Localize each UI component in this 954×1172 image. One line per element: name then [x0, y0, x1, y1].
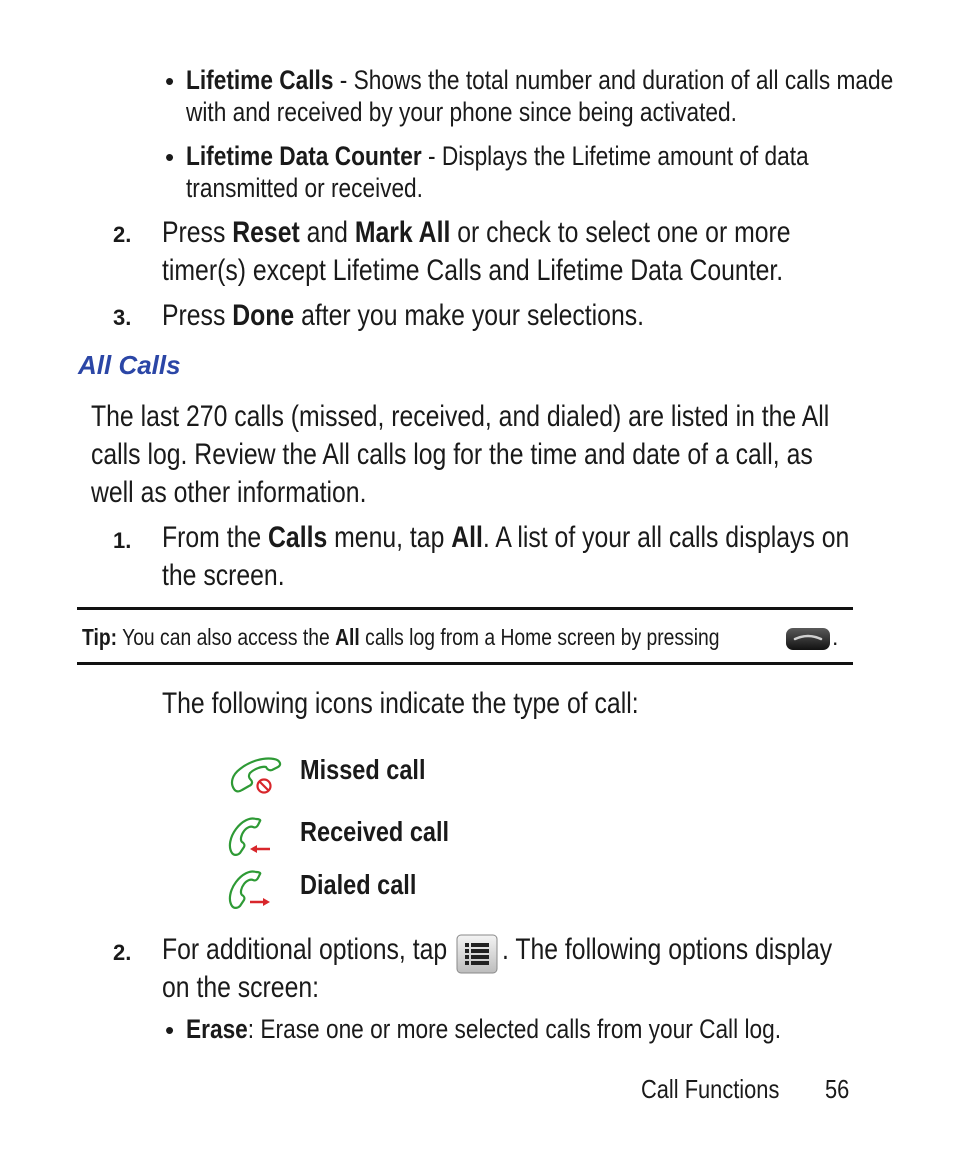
bullet-text: Erase: Erase one or more selected calls from your Call log.	[186, 1014, 782, 1044]
tip-bottom-rule	[77, 662, 853, 665]
bullet-text-continued: with and received by your phone since being activated.	[186, 97, 737, 127]
missed-call-label: Missed call	[300, 754, 426, 785]
page-number: 56	[825, 1074, 850, 1104]
paragraph-line: well as other information.	[91, 476, 367, 509]
footer-section: Call Functions	[641, 1074, 780, 1104]
step-2b-text-part2: . The following options display	[502, 933, 833, 966]
step-2b-text-part1: For additional options, tap	[162, 933, 448, 966]
step-2-text-line2: timer(s) except Lifetime Calls and Lifetime Data Counter.	[162, 254, 784, 287]
bullet-marker: •	[165, 142, 175, 172]
dialed-call-label: Dialed call	[300, 869, 417, 900]
received-call-label: Received call	[300, 816, 450, 847]
bullet-text: Lifetime Data Counter - Displays the Lifetime amount of data	[186, 141, 809, 171]
tip-period: .	[832, 624, 839, 650]
menu-icon	[456, 934, 498, 974]
icons-intro: The following icons indicate the type of call:	[162, 687, 639, 720]
paragraph-line: The last 270 calls (missed, received, and dialed) are listed in the All	[91, 400, 830, 433]
bullet-text-continued: transmitted or received.	[186, 173, 423, 203]
dialed-call-icon	[228, 868, 274, 910]
step-number: 2.	[113, 940, 132, 965]
step-number: 2.	[113, 222, 132, 247]
step-3-text: Press Done after you make your selections.	[162, 299, 645, 332]
section-heading: All Calls	[78, 350, 181, 380]
step-2-text: Press Reset and Mark All or check to select one or more	[162, 216, 791, 249]
missed-call-icon	[228, 753, 286, 797]
step-1-text-line2: the screen.	[162, 559, 285, 592]
tip-label: Tip:	[82, 624, 118, 650]
step-number: 3.	[113, 305, 132, 330]
step-2b-text-line2: on the screen:	[162, 971, 320, 1004]
bullet-text: Lifetime Calls - Shows the total number and duration of all calls made	[186, 65, 894, 95]
bullet-marker: •	[165, 1015, 175, 1045]
tip-top-rule	[77, 607, 853, 610]
bullet-marker: •	[165, 66, 175, 96]
section-paragraph	[91, 398, 954, 512]
step-1-text: From the Calls menu, tap All. A list of your all calls displays on	[162, 521, 850, 554]
end-key-icon	[785, 627, 831, 651]
received-call-icon	[228, 815, 274, 857]
step-number: 1.	[113, 528, 132, 553]
tip-text: Tip: You can also access the All calls log from a Home screen by pressing	[82, 624, 720, 650]
paragraph-line: calls log. Review the All calls log for the time and date of a call, as	[91, 438, 813, 471]
